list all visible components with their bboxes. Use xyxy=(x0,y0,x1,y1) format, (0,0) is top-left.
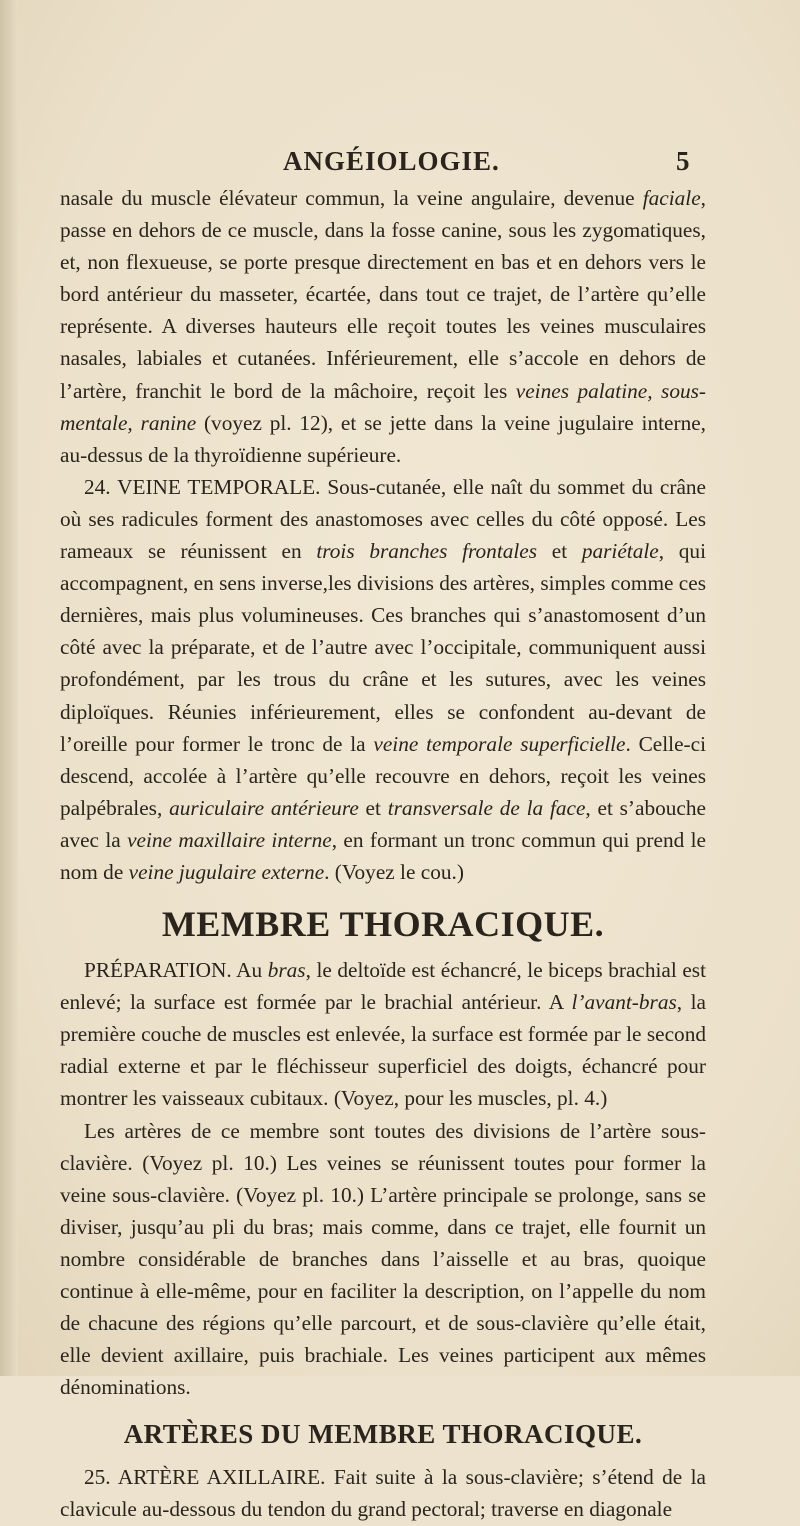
text-run: Les artères de ce membre sont toutes des divisions de l’artère sous-clavière. (Voyez pl. 10.) Les veines se réunissent toutes pour former la veine sous-clavière. (Voyez pl. 10.) L’artère principale se prolonge, sans se diviser, jusqu’au pli du bras; mais comme, dans ce trajet, elle fournit un nombre considérable de branches dans l’aisselle et au bras, quoique continue à elle-même, pour en faciliter la description, on l’appelle du nom de chacune des régions qu’elle parcourt, et de sous-clavière qu’elle était, elle devient axillaire, puis brachiale. Les veines participent aux mêmes dénominations. xyxy=(60,1118,706,1400)
italic-term: faciale xyxy=(642,186,701,210)
paragraph-axillary-artery xyxy=(60,1461,706,1525)
italic-term: veines palatine, sous-mentale, ranine xyxy=(60,378,706,435)
italic-term: l’avant-bras xyxy=(571,990,677,1015)
text-run: 25. ARTÈRE AXILLAIRE. Fait suite à la sous-clavière; s’étend de la clavicule au-dessous du tendon du grand pectoral; traverse en diagonale xyxy=(60,1465,706,1522)
italic-term: veine temporale superficielle xyxy=(373,731,626,756)
text-run: et xyxy=(358,795,388,820)
text-run: . Celle-ci descend, accolée à l’artère qu’elle recouvre en dehors, reçoit les veines palpébrales, xyxy=(60,731,706,820)
italic-term: trois branches frontales xyxy=(316,539,538,564)
text-run: nasale du muscle élévateur commun, la veine angulaire, devenue xyxy=(60,186,643,210)
italic-term: veine maxillaire interne xyxy=(127,827,332,852)
text-run: . (Voyez le cou.) xyxy=(324,859,464,884)
section-heading-arteres: ARTÈRES DU MEMBRE THORACIQUE. xyxy=(123,1419,643,1450)
page-number: 5 xyxy=(676,146,690,176)
italic-term: veine jugulaire externe xyxy=(128,859,325,884)
text-run: et xyxy=(537,539,582,564)
italic-term: transversale de la face xyxy=(387,795,586,820)
text-run: , le deltoïde est échancré, le biceps brachial est enlevé; la surface est formée par le brachial antérieur. A xyxy=(60,958,706,1015)
paragraph-facial-vein xyxy=(60,182,706,471)
italic-term: bras xyxy=(267,958,306,983)
body-text xyxy=(60,182,706,1526)
text-run: , et s’abouche avec la xyxy=(60,795,706,852)
section-heading-membre-thoracique: MEMBRE THORACIQUE. xyxy=(161,904,605,945)
page-gutter-shadow xyxy=(0,0,18,1376)
text-run: PRÉPARATION. Au xyxy=(84,958,268,983)
text-run: , passe en dehors de ce muscle, dans la fosse canine, sous les zygomatiques, et, non flexueuse, se porte presque directement en bas et en dehors vers le bord antérieur du masseter, écartée, dans tout ce trajet, de l’artère qu’elle représente. A diverses hauteurs elle reçoit toutes les veines musculaires nasales, labiales et cutanées. Inférieurement, elle s’accole en dehors de l’artère, franchit le bord de la mâchoire, reçoit les xyxy=(60,186,706,403)
text-run: , qui accompagnent, en sens inverse,les divisions des artères, simples comme ces dernières, mais plus volumineuses. Ces branches qui s’anastomosent d’un côté avec la préparate, et de l’autre avec l’occipitale, communiquent aussi profondément, par les trous du crâne et les sutures, avec les veines diploïques. Réunies inférieurement, elles se confondent au-devant de l’oreille pour former le tronc de la xyxy=(60,539,706,756)
text-run: , la première couche de muscles est enlevée, la surface est formée par le second radial externe et par le fléchisseur superficiel des doigts, échancré pour montrer les vaisseaux cubitaux. (Voyez, pour les muscles, pl. 4.) xyxy=(60,990,706,1111)
running-title: ANGÉIOLOGIE. xyxy=(283,146,500,176)
paragraph-temporal-vein xyxy=(60,471,706,888)
text-run: (voyez pl. 12), et se jette dans la veine jugulaire interne, au-dessus de la thyroïdienne supérieure. xyxy=(60,410,706,467)
paragraph-arteries-overview xyxy=(60,1115,706,1404)
text-run: , en formant un tronc commun qui prend le nom de xyxy=(60,827,706,884)
page-header xyxy=(0,146,800,180)
text-run: 24. VEINE TEMPORALE. Sous-cutanée, elle naît du sommet du crâne où ses radicules forment des anastomoses avec celles du côté opposé. Les rameaux se réunissent en xyxy=(60,474,706,564)
italic-term: pariétale xyxy=(581,539,659,564)
paragraph-preparation xyxy=(60,954,706,1114)
italic-term: auriculaire antérieure xyxy=(169,795,359,820)
